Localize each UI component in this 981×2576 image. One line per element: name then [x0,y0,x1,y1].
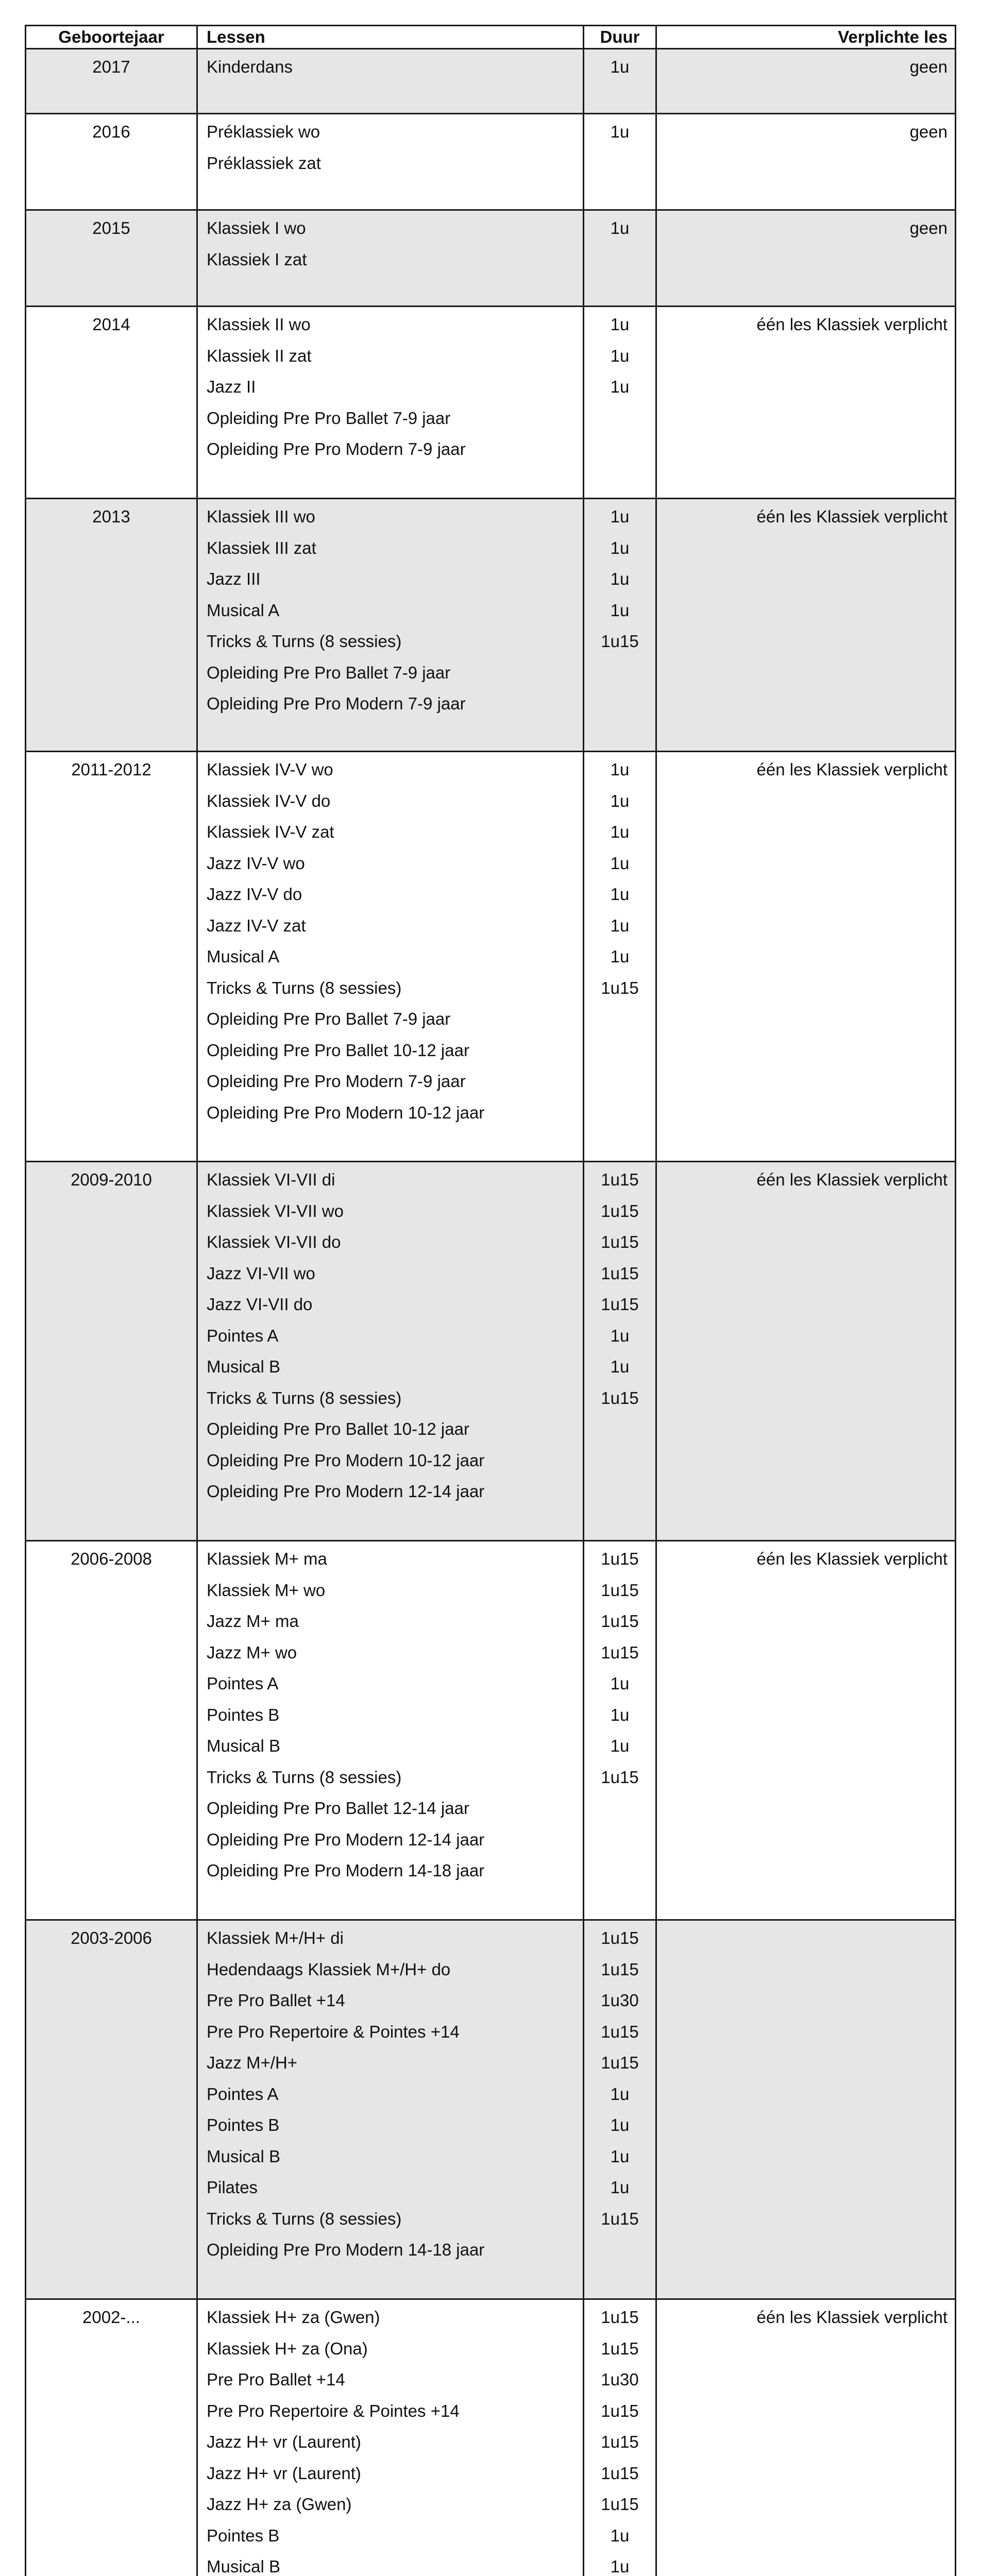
lesson-name: Pointes A [207,1674,279,1693]
lesson-duration: 1u [610,218,630,238]
column-divider [655,1162,657,1540]
lesson-name: Musical B [207,2557,281,2576]
group-required-lesson: geen [909,57,948,76]
lesson-duration: 1u [610,377,630,396]
lesson-duration: 1u [610,2115,630,2134]
column-divider [196,49,198,113]
lesson-duration [584,403,655,434]
table-group [25,49,956,114]
lesson-name: Klassiek II zat [207,346,312,365]
lesson-name: Pre Pro Ballet +14 [207,1991,345,2010]
column-divider [196,26,198,48]
lesson-duration: 1u [610,791,630,810]
lesson-name: Jazz H+ vr (Laurent) [207,2463,361,2483]
lesson-name: Préklassiek wo [207,122,320,141]
lesson-name: Klassiek M+ ma [207,1549,327,1568]
lesson-duration: 1u [610,1705,630,1724]
lesson-name: Jazz M+/H+ [207,2053,298,2072]
lesson-name: Tricks & Turns (8 sessies) [207,1388,402,1408]
group-birth-year: 2017 [92,57,130,76]
table-group [25,1541,956,1921]
lesson-name: Opleiding Pre Pro Modern 12-14 jaar [207,1829,485,1849]
lesson-name: Jazz II [207,377,256,396]
lesson-name: Jazz IV-V wo [207,853,305,873]
lesson-duration: 1u [610,507,630,526]
lesson-name: Jazz IV-V zat [207,916,306,935]
lesson-duration [584,1476,655,1507]
group-birth-year: 2006-2008 [71,1549,152,1568]
table-body [25,49,956,2576]
group-required-lesson: één les Klassiek verplicht [756,507,948,526]
lesson-name: Klassiek H+ za (Gwen) [207,2308,380,2327]
lesson-duration: 1u15 [601,2209,639,2228]
lesson-duration: 1u15 [601,978,639,997]
lesson-duration: 1u15 [601,1170,639,1189]
header-birth-year: Geboortejaar [58,27,164,46]
group-required-lesson: één les Klassiek verplicht [756,2308,948,2327]
group-required-lesson [657,1923,955,1954]
lesson-name: Hedendaags Klassiek M+/H+ do [207,1959,451,1979]
header-lessons: Lessen [207,27,265,46]
table-group [25,211,956,307]
group-required-lesson: geen [909,122,948,141]
lesson-duration: 1u [610,822,630,841]
lesson-duration: 1u [610,1357,630,1376]
column-divider [196,2300,198,2576]
lesson-duration: 1u15 [601,1549,639,1568]
lesson-name: Pre Pro Repertoire & Pointes +14 [207,2022,460,2041]
lesson-name: Klassiek IV-V zat [207,822,334,841]
lesson-name: Tricks & Turns (8 sessies) [207,632,402,651]
lesson-duration: 1u30 [601,2370,639,2389]
lesson-name: Jazz IV-V do [207,885,302,904]
lesson-duration [584,1414,655,1445]
column-divider [196,1921,198,2298]
lesson-name: Pilates [207,2178,258,2197]
lesson-duration: 1u15 [601,2432,639,2451]
lesson-name: Pointes A [207,1326,279,1345]
lesson-duration: 1u15 [601,1263,639,1283]
lesson-name: Kinderdans [207,57,293,76]
lesson-duration [584,244,655,276]
lesson-name: Klassiek H+ za (Ona) [207,2338,368,2358]
lesson-duration: 1u15 [601,1928,639,1947]
lesson-name: Opleiding Pre Pro Modern 14-18 jaar [207,2240,485,2259]
lesson-name: Pointes A [207,2084,279,2104]
lesson-duration [584,1445,655,1477]
lesson-name: Klassiek IV-V wo [207,760,333,779]
lesson-name: Klassiek I wo [207,218,306,238]
lesson-duration: 1u [610,2146,630,2166]
lesson-duration: 1u [610,600,630,620]
group-birth-year: 2016 [92,122,130,141]
column-divider [655,1541,657,1919]
group-required-lesson: één les Klassiek verplicht [756,760,948,779]
lesson-duration: 1u [610,916,630,935]
lesson-name: Tricks & Turns (8 sessies) [207,2209,402,2228]
table-group [25,114,956,211]
table-group [25,307,956,499]
lesson-name: Pointes B [207,1705,280,1724]
group-birth-year: 2009-2010 [71,1170,152,1189]
lesson-duration: 1u15 [601,2053,639,2072]
table-group [25,2300,956,2576]
column-divider [196,114,198,209]
group-required-lesson: één les Klassiek verplicht [756,1170,948,1189]
lesson-name: Musical B [207,1736,281,1755]
lesson-duration: 1u [610,2557,630,2576]
group-birth-year: 2002-... [82,2308,140,2327]
lesson-name: Opleiding Pre Pro Ballet 10-12 jaar [207,1419,469,1438]
lesson-name: Préklassiek zat [207,153,321,173]
lesson-name: Opleiding Pre Pro Ballet 7-9 jaar [207,1009,451,1028]
lesson-schedule-table [25,25,956,2576]
lesson-name: Klassiek VI-VII do [207,1232,341,1251]
group-birth-year: 2011-2012 [71,760,151,779]
lesson-duration: 1u30 [601,1991,639,2010]
lesson-name: Klassiek M+ wo [207,1580,326,1600]
lesson-name: Musical A [207,947,280,966]
lesson-duration: 1u15 [601,2022,639,2041]
group-birth-year: 2013 [92,507,130,526]
column-divider [655,499,657,751]
lesson-duration: 1u15 [601,1388,639,1408]
lesson-duration [584,688,655,720]
lesson-duration [584,1855,655,1887]
lesson-name: Pre Pro Repertoire & Pointes +14 [207,2401,460,2420]
lesson-name: Opleiding Pre Pro Ballet 12-14 jaar [207,1799,469,1818]
lesson-name: Opleiding Pre Pro Modern 14-18 jaar [207,1861,485,1880]
lesson-name: Jazz H+ za (Gwen) [207,2495,352,2514]
lesson-name: Klassiek VI-VII di [207,1170,335,1189]
column-divider [655,1921,657,2298]
column-divider [196,499,198,751]
column-divider [196,1541,198,1919]
lesson-duration: 1u [610,1736,630,1755]
lesson-duration: 1u15 [601,1959,639,1979]
lesson-duration: 1u15 [601,2463,639,2483]
lesson-name: Klassiek IV-V do [207,791,331,810]
lesson-duration: 1u15 [601,1232,639,1251]
lesson-duration: 1u [610,760,630,779]
group-required-lesson: één les Klassiek verplicht [756,315,948,334]
lesson-duration [584,434,655,465]
table-group [25,1162,956,1541]
lesson-name: Jazz VI-VII wo [207,1263,315,1283]
lesson-name: Tricks & Turns (8 sessies) [207,1767,402,1787]
table-group [25,752,956,1162]
column-divider [196,211,198,306]
column-divider [655,752,657,1161]
lesson-duration: 1u15 [601,2308,639,2327]
lesson-duration: 1u [610,346,630,365]
lesson-duration: 1u15 [601,2338,639,2358]
header-duration: Duur [600,27,640,46]
lesson-duration: 1u [610,569,630,588]
lesson-duration [584,2234,655,2266]
lesson-name: Jazz H+ vr (Laurent) [207,2432,361,2451]
table-group [25,1921,956,2300]
lesson-duration: 1u [610,1674,630,1693]
lesson-duration: 1u15 [601,2495,639,2514]
column-divider [196,1162,198,1540]
lesson-name: Jazz M+ wo [207,1642,297,1662]
group-birth-year: 2003-2006 [71,1928,152,1947]
lesson-duration [584,657,655,689]
lesson-duration: 1u [610,57,630,76]
lesson-duration [584,1097,655,1129]
lesson-duration: 1u [610,315,630,334]
lesson-duration: 1u [610,2178,630,2197]
header-required: Verplichte les [838,27,948,46]
lesson-name: Musical B [207,1357,281,1376]
lesson-duration [584,1035,655,1066]
lesson-duration: 1u [610,1326,630,1345]
lesson-duration: 1u [610,885,630,904]
lesson-name: Opleiding Pre Pro Ballet 7-9 jaar [207,663,451,682]
lesson-duration [584,1004,655,1035]
lesson-name: Klassiek III zat [207,538,316,557]
lesson-duration: 1u [610,2526,630,2545]
column-divider [655,2300,657,2576]
lesson-name: Pointes B [207,2115,280,2134]
lesson-name: Musical A [207,600,280,620]
table-group [25,499,956,752]
lesson-name: Opleiding Pre Pro Ballet 7-9 jaar [207,408,451,428]
lesson-name: Jazz III [207,569,261,588]
lesson-duration: 1u15 [601,1767,639,1787]
lesson-name: Klassiek M+/H+ di [207,1928,344,1947]
group-required-lesson: één les Klassiek verplicht [756,1549,948,1568]
lesson-duration: 1u15 [601,1201,639,1221]
lesson-name: Pointes B [207,2526,280,2545]
lesson-name: Jazz VI-VII do [207,1295,313,1314]
lesson-duration: 1u15 [601,2401,639,2420]
lesson-name: Jazz M+ ma [207,1612,299,1631]
group-required-lesson: geen [909,218,948,238]
lesson-name: Klassiek II wo [207,315,311,334]
lesson-duration: 1u15 [601,1612,639,1631]
lesson-duration: 1u [610,2084,630,2104]
lesson-name: Klassiek I zat [207,249,307,269]
column-divider [196,307,198,498]
lesson-name: Opleiding Pre Pro Modern 7-9 jaar [207,1072,466,1091]
group-birth-year: 2014 [92,315,130,334]
table-header [25,25,956,49]
lesson-duration: 1u [610,538,630,557]
lesson-name: Opleiding Pre Pro Modern 10-12 jaar [207,1450,485,1470]
lesson-name: Musical B [207,2146,281,2166]
lesson-duration: 1u15 [601,1580,639,1600]
lesson-duration: 1u15 [601,632,639,651]
lesson-name: Pre Pro Ballet +14 [207,2370,345,2389]
lesson-duration [584,1793,655,1824]
lesson-name: Opleiding Pre Pro Modern 7-9 jaar [207,439,466,459]
lesson-duration [584,1066,655,1097]
lesson-name: Opleiding Pre Pro Ballet 10-12 jaar [207,1040,469,1060]
lesson-name: Opleiding Pre Pro Modern 7-9 jaar [207,694,466,713]
lesson-duration: 1u15 [601,1642,639,1662]
lesson-duration: 1u15 [601,1295,639,1314]
lesson-name: Klassiek III wo [207,507,315,526]
lesson-duration: 1u [610,122,630,141]
lesson-name: Opleiding Pre Pro Modern 12-14 jaar [207,1482,485,1501]
lesson-duration [584,1824,655,1856]
group-birth-year: 2015 [92,218,130,238]
lesson-name: Tricks & Turns (8 sessies) [207,978,402,997]
lesson-duration: 1u [610,947,630,966]
column-divider [196,752,198,1161]
lesson-duration [584,148,655,179]
lesson-name: Opleiding Pre Pro Modern 10-12 jaar [207,1103,485,1122]
lesson-duration: 1u [610,853,630,873]
lesson-name: Klassiek VI-VII wo [207,1201,344,1221]
